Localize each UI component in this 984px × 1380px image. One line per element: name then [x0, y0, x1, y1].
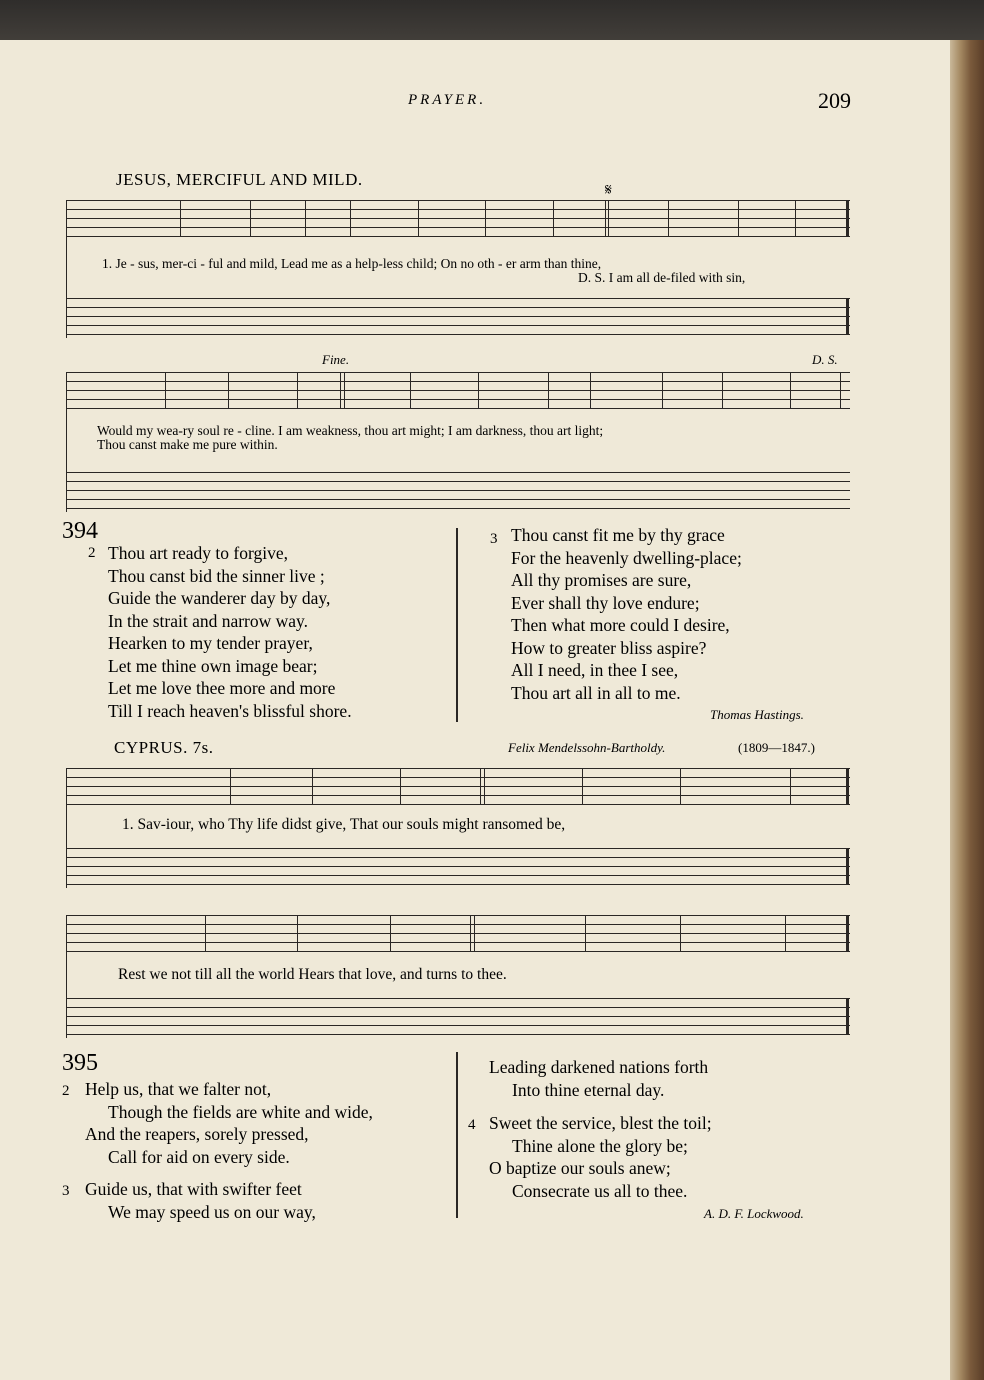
treble-staff	[66, 372, 850, 412]
lyrics-line-2: Rest we not till all the world Hears that love, and turns to thee.	[118, 966, 507, 983]
lyrics-line-1: 1. Je - sus, mer-ci - ful and mild, Lead me as a help-less child; On no oth - er arm than thine,	[102, 256, 602, 271]
bass-staff	[66, 848, 850, 888]
verse-number: 4	[468, 1117, 476, 1133]
hymn-number-395: 395	[62, 1050, 98, 1076]
hymn-number-394: 394	[62, 518, 98, 544]
lyrics-line-1-ds: D. S. I am all de-filed with sin,	[578, 270, 746, 285]
composer: Felix Mendelssohn-Bartholdy.	[508, 740, 666, 755]
column-divider	[456, 528, 458, 722]
verse-2-394: Thou art ready to forgive, Thou canst bid the sinner live ; Guide the wanderer day by day, In the strait and narrow way. Hearken to my tender prayer, Let me thine own image bear; Let me love thee more and more Till I reach heaven's blissful shore.	[108, 543, 352, 721]
author-394: Thomas Hastings.	[710, 707, 804, 722]
verse-3-394: Thou canst fit me by thy grace For the heavenly dwelling-place; All thy promises are sure, Ever shall thy love endure; Then what more could I desire, How to greater bliss aspire? All I need, in thee I see, Thou art all in all to me.	[511, 525, 742, 703]
verse-number: 2	[62, 1083, 70, 1099]
page-edges	[950, 40, 984, 1380]
verse-2-395: Help us, that we falter not, Though the fields are white and wide, And the reapers, sorely pressed, Call for aid on every side.	[85, 1079, 373, 1167]
author-395: A. D. F. Lockwood.	[704, 1206, 804, 1221]
treble-staff	[66, 915, 850, 955]
bass-staff	[66, 298, 850, 338]
tune-title-395: CYPRUS. 7s.	[114, 738, 214, 757]
verse-number: 2	[88, 545, 96, 561]
tune-title-394: JESUS, MERCIFUL AND MILD.	[116, 170, 363, 189]
treble-staff	[66, 200, 850, 240]
verse-3-395: Guide us, that with swifter feet We may speed us on our way,	[85, 1179, 316, 1222]
bass-staff	[66, 998, 850, 1038]
bass-staff	[66, 472, 850, 512]
verse-number: 3	[490, 531, 498, 547]
segno-sign: 𝄋	[605, 182, 612, 199]
fine-mark: Fine.	[322, 352, 350, 367]
ds-mark: D. S.	[812, 352, 838, 367]
lyrics-line-2: Would my wea-ry soul re - cline. I am weakness, thou art might; I am darkness, thou art light;	[97, 423, 604, 438]
lyrics-line-1: 1. Sav-iour, who Thy life didst give, That our souls might ransomed be,	[122, 816, 566, 833]
treble-staff	[66, 768, 850, 808]
verse-4-395: Sweet the service, blest the toil; Thine alone the glory be; O baptize our souls anew; Consecrate us all to thee.	[489, 1113, 712, 1201]
column-divider	[456, 1052, 458, 1218]
running-header: PRAYER.	[408, 92, 487, 108]
composer-dates: (1809—1847.)	[738, 740, 815, 755]
verse-number: 3	[62, 1183, 70, 1199]
lyrics-line-2-ds: Thou canst make me pure within.	[97, 437, 278, 452]
verse-3-continued: Leading darkened nations forth Into thine eternal day.	[489, 1057, 709, 1100]
page-number: 209	[818, 88, 851, 113]
